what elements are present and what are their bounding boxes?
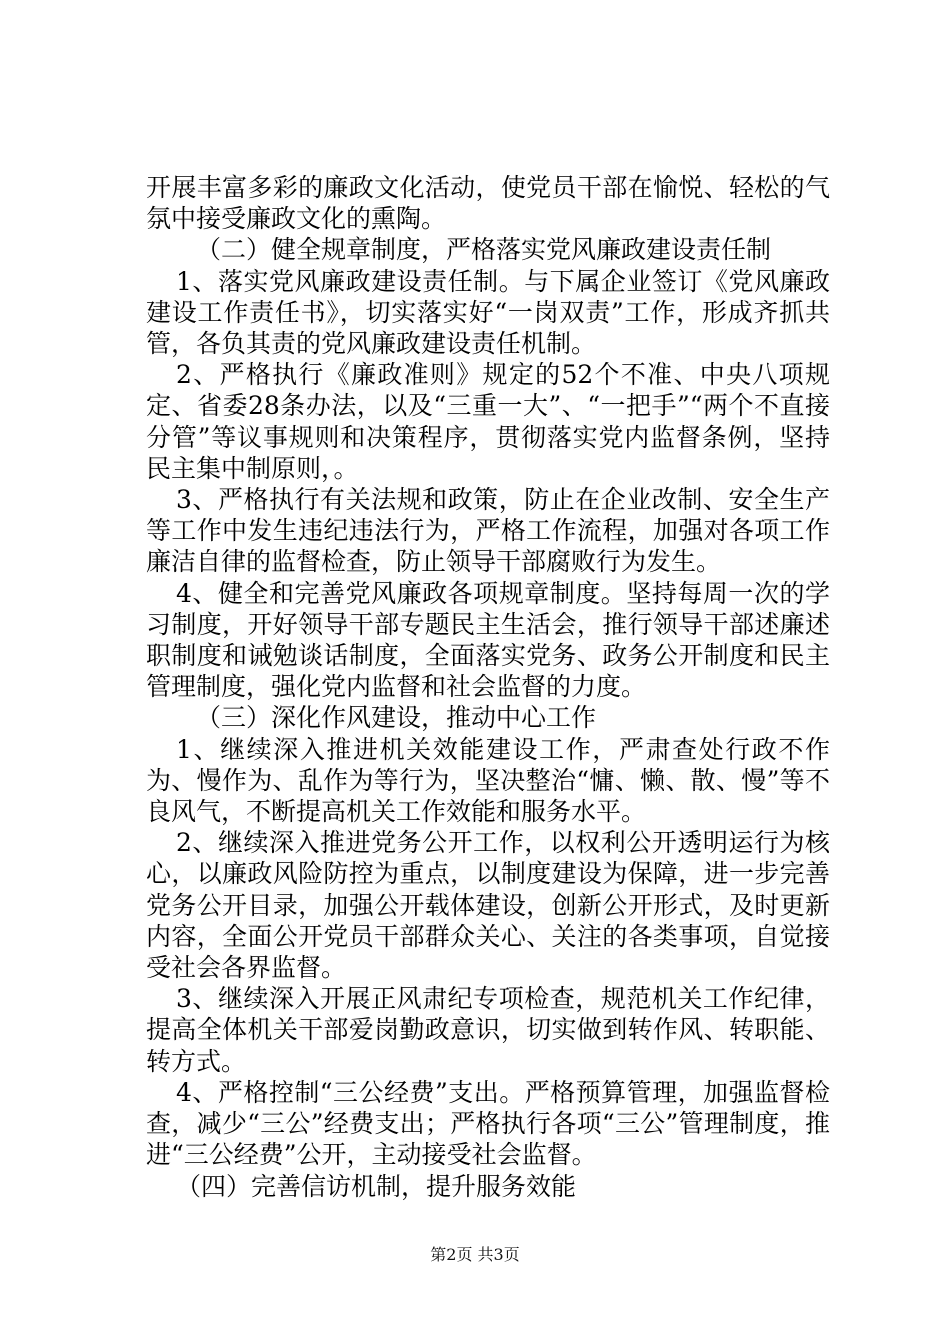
paragraph-continuation: 开展丰富多彩的廉政文化活动，使党员干部在愉悦、轻松的气氛中接受廉政文化的熏陶。: [146, 173, 830, 234]
paragraph-item: 1、落实党风廉政建设责任制。与下属企业签订《党风廉政建设工作责任书》，切实落实好“一岗双责”工作，形成齐抓共管，各负其责的党风廉政建设责任机制。: [146, 266, 830, 359]
paragraph-item: 1、继续深入推进机关效能建设工作，严肃查处行政不作为、慢作为、乱作为等行为，坚决整治“慵、懒、散、慢”等不良风气，不断提高机关工作效能和服务水平。: [146, 734, 830, 827]
page-footer: 第2页 共3页: [430, 1245, 520, 1264]
document-body: [146, 172, 830, 1202]
section-heading-4: （四）完善信访机制，提升服务效能: [176, 1171, 577, 1201]
section-heading-2: （二）健全规章制度，严格落实党风廉政建设责任制: [196, 235, 772, 265]
paragraph-item: 2、严格执行《廉政准则》规定的52个不准、中央八项规定、省委28条办法，以及“三重一大”、“一把手”“两个不直接分管”等议事规则和决策程序，贯彻落实党内监督条例，坚持民主集中制原则，。: [146, 360, 830, 483]
paragraph-item: 4、严格控制“三公经费”支出。严格预算管理，加强监督检查，减少“三公”经费支出；严格执行各项“三公”管理制度，推进“三公经费”公开，主动接受社会监督。: [146, 1077, 830, 1170]
paragraph-item: 3、继续深入开展正风肃纪专项检查，规范机关工作纪律，提高全体机关干部爱岗勤政意识，切实做到转作风、转职能、转方式。: [146, 984, 830, 1076]
section-heading-3: （三）深化作风建设，推动中心工作: [196, 703, 597, 733]
paragraph-item: 4、健全和完善党风廉政各项规章制度。坚持每周一次的学习制度，开好领导干部专题民主生活会，推行领导干部述廉述职制度和诫勉谈话制度，全面落实党务、政务公开制度和民主管理制度，强化党内监督和社会监督的力度。: [146, 578, 830, 702]
paragraph-item: 2、继续深入推进党务公开工作，以权利公开透明运行为核心，以廉政风险防控为重点，以制度建设为保障，进一步完善党务公开目录，加强公开载体建设，创新公开形式，及时更新内容，全面公开党员干部群众关心、关注的各类事项，自觉接受社会各界监督。: [146, 828, 830, 983]
paragraph-item: 3、严格执行有关法规和政策，防止在企业改制、安全生产等工作中发生违纪违法行为，严格工作流程，加强对各项工作廉洁自律的监督检查，防止领导干部腐败行为发生。: [146, 485, 830, 577]
